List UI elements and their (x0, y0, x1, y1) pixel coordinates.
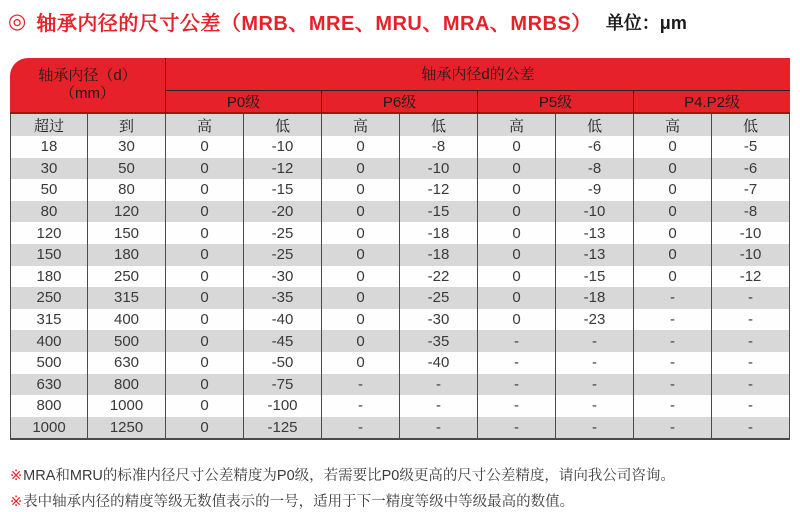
table-cell: 0 (322, 222, 400, 244)
table-row (10, 158, 790, 180)
table-cell: -13 (556, 222, 634, 244)
sub-header-cell: 高 (322, 114, 400, 136)
table-cell: 0 (322, 179, 400, 201)
table-cell: -10 (556, 201, 634, 223)
dim-header-cell (10, 58, 166, 114)
table-cell: -23 (556, 309, 634, 331)
table-cell: 180 (88, 244, 166, 266)
table-cell: -100 (244, 395, 322, 417)
table-cell: 1000 (88, 395, 166, 417)
table-cell: -10 (712, 222, 790, 244)
table-cell: -25 (244, 222, 322, 244)
table-cell: - (400, 374, 478, 396)
table-cell: -75 (244, 374, 322, 396)
table-cell: - (322, 417, 400, 441)
table-cell: 0 (634, 179, 712, 201)
sub-header-cell: 高 (166, 114, 244, 136)
table-cell: 50 (88, 158, 166, 180)
table-cell: 0 (322, 330, 400, 352)
table-cell: 0 (166, 395, 244, 417)
table-cell: -13 (556, 244, 634, 266)
table-cell: -35 (244, 287, 322, 309)
table-cell: 150 (88, 222, 166, 244)
grade-header-2: P5级 (478, 91, 634, 114)
table-cell: 0 (166, 287, 244, 309)
table-cell: -8 (400, 136, 478, 158)
table-cell: - (478, 417, 556, 441)
table-cell: 0 (166, 222, 244, 244)
table-cell: -12 (400, 179, 478, 201)
table-cell: 0 (322, 201, 400, 223)
table-cell: -22 (400, 266, 478, 288)
table-cell: -30 (400, 309, 478, 331)
table-row (10, 309, 790, 331)
table-cell: 0 (478, 158, 556, 180)
table-cell: - (556, 352, 634, 374)
table-cell: 0 (634, 266, 712, 288)
table-cell: 30 (88, 136, 166, 158)
table-cell: - (712, 374, 790, 396)
table-cell: 0 (322, 309, 400, 331)
table-row (10, 395, 790, 417)
table-cell: - (478, 374, 556, 396)
table-cell: - (712, 309, 790, 331)
table-cell: 400 (88, 309, 166, 331)
table-cell: -18 (556, 287, 634, 309)
table-cell: 0 (166, 417, 244, 441)
sub-header-cell: 低 (712, 114, 790, 136)
table-cell: -40 (400, 352, 478, 374)
table-cell: -8 (712, 201, 790, 223)
table-row (10, 352, 790, 374)
sub-header-cell: 低 (556, 114, 634, 136)
table-cell: 0 (166, 309, 244, 331)
table-cell: -40 (244, 309, 322, 331)
table-cell: 30 (10, 158, 88, 180)
sub-header-cell: 低 (400, 114, 478, 136)
tolerance-table (10, 58, 790, 440)
table-cell: 0 (634, 201, 712, 223)
table-cell: - (400, 417, 478, 441)
table-row (10, 244, 790, 266)
table-cell: 250 (10, 287, 88, 309)
dim-header-line2: （mm） (60, 85, 115, 102)
table-cell: - (478, 395, 556, 417)
table-cell: -25 (400, 287, 478, 309)
sub-header-cell: 高 (634, 114, 712, 136)
table-cell: -12 (244, 158, 322, 180)
grade-header-0: P0级 (166, 91, 322, 114)
table-cell: 500 (88, 330, 166, 352)
table-cell: - (556, 330, 634, 352)
asterisk-icon: ※ (10, 468, 23, 485)
sub-header-cell: 超过 (10, 114, 88, 136)
table-cell: 0 (166, 158, 244, 180)
table-cell: 630 (10, 374, 88, 396)
table-cell: - (634, 352, 712, 374)
footnote-2-text: 表中轴承内径的精度等级无数值表示的一号，适用于下一精度等级中等级最高的数值。 (23, 494, 575, 511)
table-row (10, 136, 790, 158)
table-cell: 1000 (10, 417, 88, 441)
table-row (10, 222, 790, 244)
table-cell: 500 (10, 352, 88, 374)
table-row (10, 201, 790, 223)
table-cell: 400 (10, 330, 88, 352)
dim-header-line1: 轴承内径（d） (38, 67, 137, 84)
table-row (10, 266, 790, 288)
table-cell: -20 (244, 201, 322, 223)
table-cell: 0 (478, 266, 556, 288)
table-cell: -125 (244, 417, 322, 441)
sub-header-cell: 到 (88, 114, 166, 136)
footnote-1 (10, 463, 790, 489)
table-row (10, 330, 790, 352)
table-cell: 0 (634, 222, 712, 244)
table-cell: - (712, 330, 790, 352)
table-cell: -9 (556, 179, 634, 201)
table-header (10, 58, 790, 114)
table-cell: 0 (166, 136, 244, 158)
table-cell: -15 (400, 201, 478, 223)
tolerance-banner: 轴承内径d的公差 (166, 58, 790, 91)
table-cell: 0 (478, 222, 556, 244)
table-cell: 0 (322, 136, 400, 158)
table-cell: 630 (88, 352, 166, 374)
table-cell: - (712, 395, 790, 417)
table-cell: - (634, 395, 712, 417)
table-cell: 0 (322, 244, 400, 266)
table-cell: 0 (166, 352, 244, 374)
table-cell: - (322, 395, 400, 417)
table-cell: -15 (244, 179, 322, 201)
table-cell: - (634, 417, 712, 441)
table-cell: 0 (322, 158, 400, 180)
table-cell: -10 (244, 136, 322, 158)
table-cell: 315 (10, 309, 88, 331)
footnote-2 (10, 489, 790, 512)
table-cell: 0 (166, 201, 244, 223)
table-cell: -18 (400, 222, 478, 244)
unit-label: 单位：μm (605, 12, 687, 33)
double-circle-icon: ◎ (8, 10, 27, 33)
footnote-1-text: MRA和MRU的标准内径尺寸公差精度为P0级，若需要比P0级更高的尺寸公差精度，请向我公司咨询。 (23, 468, 675, 485)
table-cell: 315 (88, 287, 166, 309)
table-cell: -8 (556, 158, 634, 180)
table-cell: 180 (10, 266, 88, 288)
grade-header-3: P4.P2级 (634, 91, 790, 114)
table-cell: -6 (712, 158, 790, 180)
sub-header-row (10, 114, 790, 136)
table-cell: 18 (10, 136, 88, 158)
table-cell: - (712, 287, 790, 309)
table-cell: 0 (322, 287, 400, 309)
table-cell: - (712, 417, 790, 441)
grade-header-1: P6级 (322, 91, 478, 114)
table-cell: - (634, 309, 712, 331)
table-cell: - (712, 352, 790, 374)
table-cell: 0 (634, 244, 712, 266)
table-cell: - (478, 352, 556, 374)
table-cell: - (400, 395, 478, 417)
title-text: 轴承内径的尺寸公差（MRB、MRE、MRU、MRA、MRBS） (36, 13, 592, 35)
table-cell: 0 (166, 244, 244, 266)
table-cell: 80 (10, 201, 88, 223)
table-cell: -10 (400, 158, 478, 180)
table-cell: - (634, 330, 712, 352)
table-cell: 1250 (88, 417, 166, 441)
table-cell: 0 (478, 309, 556, 331)
table-cell: 0 (322, 266, 400, 288)
table-cell: 800 (88, 374, 166, 396)
table-cell: 800 (10, 395, 88, 417)
table-cell: - (322, 374, 400, 396)
table-cell: - (634, 374, 712, 396)
table-cell: 0 (478, 179, 556, 201)
table-cell: 0 (478, 287, 556, 309)
table-cell: 0 (478, 136, 556, 158)
table-row (10, 287, 790, 309)
sub-header-cell: 低 (244, 114, 322, 136)
table-cell: -50 (244, 352, 322, 374)
sub-header-cell: 高 (478, 114, 556, 136)
table-row (10, 374, 790, 396)
table-cell: -25 (244, 244, 322, 266)
table-cell: 0 (634, 158, 712, 180)
table-cell: 250 (88, 266, 166, 288)
table-cell: 0 (166, 374, 244, 396)
table-cell: -6 (556, 136, 634, 158)
table-cell: 0 (166, 330, 244, 352)
page-title (0, 0, 800, 36)
table-cell: -18 (400, 244, 478, 266)
table-cell: 150 (10, 244, 88, 266)
table-cell: 120 (10, 222, 88, 244)
table-cell: -7 (712, 179, 790, 201)
table-cell: -12 (712, 266, 790, 288)
table-body (10, 114, 790, 440)
table-cell: -45 (244, 330, 322, 352)
table-cell: 0 (322, 352, 400, 374)
table-cell: 0 (634, 136, 712, 158)
table-cell: 80 (88, 179, 166, 201)
table-cell: -30 (244, 266, 322, 288)
table-cell: - (478, 330, 556, 352)
table-cell: 0 (478, 244, 556, 266)
table-cell: -10 (712, 244, 790, 266)
asterisk-icon: ※ (10, 494, 23, 511)
table-cell: 50 (10, 179, 88, 201)
table-cell: 0 (166, 266, 244, 288)
table-row (10, 179, 790, 201)
footnotes (10, 463, 790, 512)
table-cell: - (556, 395, 634, 417)
table-cell: - (556, 417, 634, 441)
table-cell: -5 (712, 136, 790, 158)
table-cell: 0 (166, 179, 244, 201)
table-cell: -15 (556, 266, 634, 288)
table-cell: - (634, 287, 712, 309)
table-cell: 120 (88, 201, 166, 223)
table-cell: -35 (400, 330, 478, 352)
table-cell: 0 (478, 201, 556, 223)
table-row (10, 417, 790, 441)
table-cell: - (556, 374, 634, 396)
